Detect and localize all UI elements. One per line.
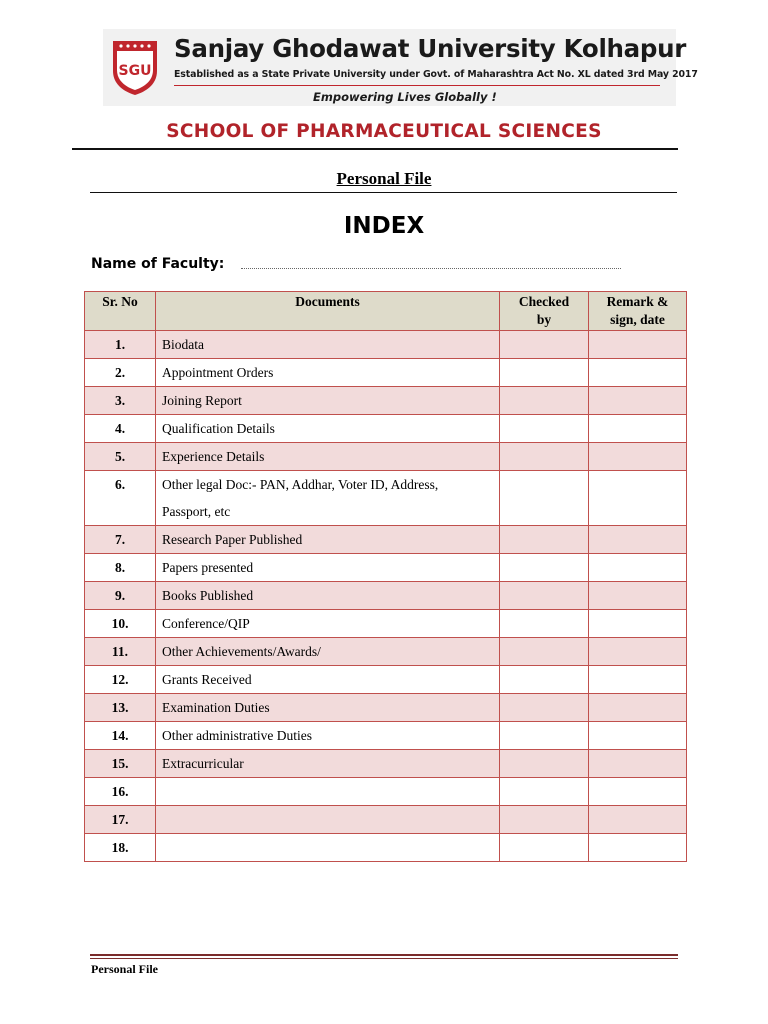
table-row (85, 582, 687, 610)
remark-cell[interactable] (589, 526, 687, 554)
row-number: 15. (85, 750, 156, 778)
checked-by-cell[interactable] (500, 359, 589, 387)
row-document: Extracurricular (156, 750, 500, 778)
remark-cell[interactable] (589, 610, 687, 638)
checked-by-cell[interactable] (500, 387, 589, 415)
table-row (85, 750, 687, 778)
table-row (85, 554, 687, 582)
row-number: 13. (85, 694, 156, 722)
remark-cell[interactable] (589, 722, 687, 750)
row-document: Books Published (156, 582, 500, 610)
table-row (85, 471, 687, 526)
checked-by-cell[interactable] (500, 582, 589, 610)
remark-cell[interactable] (589, 806, 687, 834)
row-number: 5. (85, 443, 156, 471)
row-number: 11. (85, 638, 156, 666)
header-checked-by: Checked by (500, 292, 589, 331)
tagline: Empowering Lives Globally ! (313, 90, 497, 104)
checked-by-cell[interactable] (500, 722, 589, 750)
row-number: 9. (85, 582, 156, 610)
checked-by-cell[interactable] (500, 415, 589, 443)
checked-by-cell[interactable] (500, 471, 589, 526)
checked-by-cell[interactable] (500, 443, 589, 471)
table-row (85, 806, 687, 834)
row-document[interactable] (156, 806, 500, 834)
row-document: Appointment Orders (156, 359, 500, 387)
establishment-note: Established as a State Private University under Govt. of Maharashtra Act No. XL dated 3rd May 2017 (174, 69, 698, 80)
row-document: Biodata (156, 331, 500, 359)
remark-cell[interactable] (589, 359, 687, 387)
row-number: 10. (85, 610, 156, 638)
row-number: 2. (85, 359, 156, 387)
header-documents: Documents (156, 292, 500, 331)
row-document: Examination Duties (156, 694, 500, 722)
remark-cell[interactable] (589, 834, 687, 862)
row-number: 3. (85, 387, 156, 415)
checked-by-cell[interactable] (500, 666, 589, 694)
footer-label: Personal File (91, 962, 158, 976)
row-document[interactable] (156, 834, 500, 862)
row-document[interactable] (156, 778, 500, 806)
row-document: Grants Received (156, 666, 500, 694)
table-row (85, 359, 687, 387)
faculty-name-label: Name of Faculty: (91, 256, 225, 272)
checked-by-cell[interactable] (500, 694, 589, 722)
row-document: Research Paper Published (156, 526, 500, 554)
table-row (85, 778, 687, 806)
row-number: 8. (85, 554, 156, 582)
header-remark: Remark & sign, date (589, 292, 687, 331)
row-number: 1. (85, 331, 156, 359)
remark-cell[interactable] (589, 387, 687, 415)
table-row (85, 443, 687, 471)
checked-by-cell[interactable] (500, 554, 589, 582)
remark-cell[interactable] (589, 443, 687, 471)
remark-cell[interactable] (589, 638, 687, 666)
university-banner (103, 29, 698, 106)
table-row (85, 638, 687, 666)
remark-cell[interactable] (589, 666, 687, 694)
index-heading: INDEX (343, 213, 425, 239)
checked-by-cell[interactable] (500, 750, 589, 778)
header-sr-no: Sr. No (85, 292, 156, 331)
table-row (85, 722, 687, 750)
checked-by-cell[interactable] (500, 526, 589, 554)
row-number: 12. (85, 666, 156, 694)
checked-by-cell[interactable] (500, 834, 589, 862)
row-number: 7. (85, 526, 156, 554)
row-document: Qualification Details (156, 415, 500, 443)
faculty-name-field[interactable] (241, 268, 621, 269)
index-table (84, 291, 687, 862)
document-title: Personal File (336, 169, 432, 188)
table-header-row (85, 292, 687, 331)
school-name: SCHOOL OF PHARMACEUTICAL SCIENCES (166, 121, 602, 142)
table-row (85, 666, 687, 694)
table-row (85, 610, 687, 638)
checked-by-cell[interactable] (500, 331, 589, 359)
sgu-logo (109, 37, 161, 97)
row-document: Other legal Doc:- PAN, Addhar, Voter ID, Address, Passport, etc (156, 471, 500, 526)
remark-cell[interactable] (589, 582, 687, 610)
checked-by-cell[interactable] (500, 610, 589, 638)
row-document: Joining Report (156, 387, 500, 415)
remark-cell[interactable] (589, 415, 687, 443)
checked-by-cell[interactable] (500, 638, 589, 666)
remark-cell[interactable] (589, 778, 687, 806)
row-number: 6. (85, 471, 156, 526)
remark-cell[interactable] (589, 750, 687, 778)
table-row (85, 387, 687, 415)
row-document: Conference/QIP (156, 610, 500, 638)
remark-cell[interactable] (589, 331, 687, 359)
title-divider (90, 192, 677, 193)
table-row (85, 331, 687, 359)
banner-rule (174, 85, 660, 86)
table-row (85, 834, 687, 862)
checked-by-cell[interactable] (500, 806, 589, 834)
row-document: Papers presented (156, 554, 500, 582)
remark-cell[interactable] (589, 554, 687, 582)
checked-by-cell[interactable] (500, 778, 589, 806)
remark-cell[interactable] (589, 471, 687, 526)
row-number: 14. (85, 722, 156, 750)
row-number: 16. (85, 778, 156, 806)
footer-rule (90, 954, 678, 956)
row-document: Other Achievements/Awards/ (156, 638, 500, 666)
row-number: 18. (85, 834, 156, 862)
row-number: 17. (85, 806, 156, 834)
table-row (85, 415, 687, 443)
university-name: Sanjay Ghodawat University Kolhapur (174, 34, 687, 63)
row-document: Experience Details (156, 443, 500, 471)
footer-rule-thin (90, 958, 678, 959)
row-number: 4. (85, 415, 156, 443)
remark-cell[interactable] (589, 694, 687, 722)
header-divider (72, 148, 678, 150)
table-row (85, 526, 687, 554)
table-row (85, 694, 687, 722)
logo-text: SGU (118, 63, 152, 79)
row-document: Other administrative Duties (156, 722, 500, 750)
